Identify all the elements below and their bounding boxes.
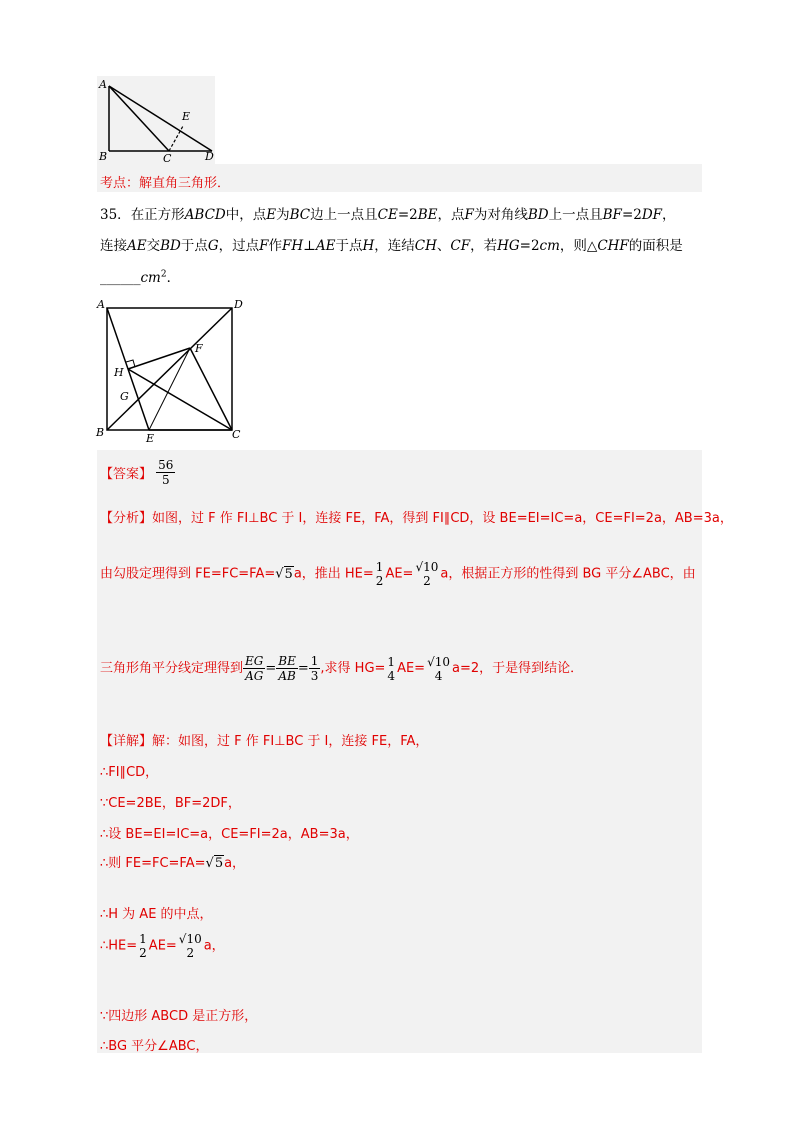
fig2-label-g: G (120, 390, 129, 403)
fig1-label-c: C (163, 152, 172, 165)
frac-eg-ag: $\frac{EG}{AG}$ (245, 654, 264, 683)
detail-line-9: ∴BG 平分∠ABC， (100, 1039, 209, 1054)
fig1-label-d: D (205, 150, 214, 163)
frac-sqrt10-over-2: √10 2 (178, 932, 202, 960)
frac-half: 1 2 (375, 560, 384, 588)
analysis-line-2: 由勾股定理得到 FE=FC=FA=√5a，推出 HE= 1 2 AE= √10 2 a，根据正方形的性得到 BG 平分∠ABC，由 (100, 560, 696, 588)
fig2-label-f: F (195, 342, 203, 355)
detail-line-4: ∴设 BE=EI=IC=a，CE=FI=2a，AB=3a， (100, 827, 359, 842)
answer-blank: ______ (100, 270, 141, 286)
analysis-label: 【分析】 (100, 511, 153, 526)
question-35-line-3: $\_\_\_\_\_\_cm^2$． (100, 269, 181, 286)
detail-line-3: ∵CE=2BE，BF=2DF， (100, 796, 241, 811)
figure-1-triangle (97, 76, 217, 166)
detail-line-2: ∴FI∥CD， (100, 765, 159, 780)
fig1-label-a: A (99, 78, 107, 91)
frac-be-ab: $\frac{BE}{AB}$ (278, 654, 296, 683)
figure-2-square (92, 296, 252, 444)
fig1-label-e: E (182, 110, 191, 123)
analysis-line-1: 【分析】如图，过 F 作 FI⊥BC 于 I，连接 FE，FA，得到 FI∥CD，设 BE=EI=IC=a，CE=FI=2a，AB=3a， (100, 511, 733, 526)
fig2-label-c: C (232, 428, 241, 441)
frac-half: 1 2 (139, 932, 147, 960)
sqrt-5: √5 (275, 566, 293, 582)
fig1-dashed-ce (169, 126, 183, 151)
analysis-line-3: 三角形角平分线定理得到 $\frac{EG}{AG}$ = $\frac{BE}{AB}$ = $\frac{1}{3}$ ,求得 HG= 1 4 AE= √10 4 a=2，于是得到结论． (100, 654, 584, 683)
detail-line-7: ∴HE= 1 2 AE= √10 2 a， (100, 932, 225, 960)
fig2-diagonal-bd (107, 308, 232, 430)
answer-fraction: $\frac{56}{5}$ (158, 458, 174, 487)
question-number: 35． (100, 207, 131, 223)
frac-quarter: 1 4 (387, 654, 396, 683)
frac-sqrt10-over-4: √10 4 (427, 654, 450, 683)
question-35-line-2: 连接AE交BD于点G，过点F作FH⊥AE于点H，连结CH、CF，若HG=2cm，则△CHF的面积是 (100, 238, 683, 254)
fig2-label-b: B (96, 426, 105, 439)
frac-sqrt10-over-2: √10 2 (415, 560, 439, 588)
question-35-line-1: 35．在正方形ABCD中，点E为BC边上一点且CE=2BE，点F为对角线BD上一点且BF=2DF， (100, 207, 676, 223)
detail-line-6: ∴H 为 AE 的中点， (100, 907, 213, 922)
fig2-label-a: A (97, 298, 105, 311)
fig1-label-b: B (99, 150, 108, 163)
answer-label: 【答案】 (100, 467, 153, 482)
detail-line-8: ∵四边形 ABCD 是正方形， (100, 1009, 258, 1024)
detail-line-1: 【详解】解：如图，过 F 作 FI⊥BC 于 I，连接 FE，FA， (100, 734, 429, 749)
fig2-label-h: H (114, 366, 124, 379)
solution-panel (97, 450, 702, 1053)
detail-line-5: ∴则 FE=FC=FA=√5a， (100, 856, 246, 871)
answer-row (100, 458, 175, 487)
fig2-label-e: E (146, 432, 155, 444)
fig2-label-d: D (234, 298, 243, 311)
detail-label: 【详解】 (100, 734, 153, 749)
sqrt-5: √5 (205, 856, 224, 871)
kaodian-text: 考点：解直角三角形． (100, 176, 231, 191)
frac-one-third: $\frac{1}{3}$ (310, 654, 319, 683)
